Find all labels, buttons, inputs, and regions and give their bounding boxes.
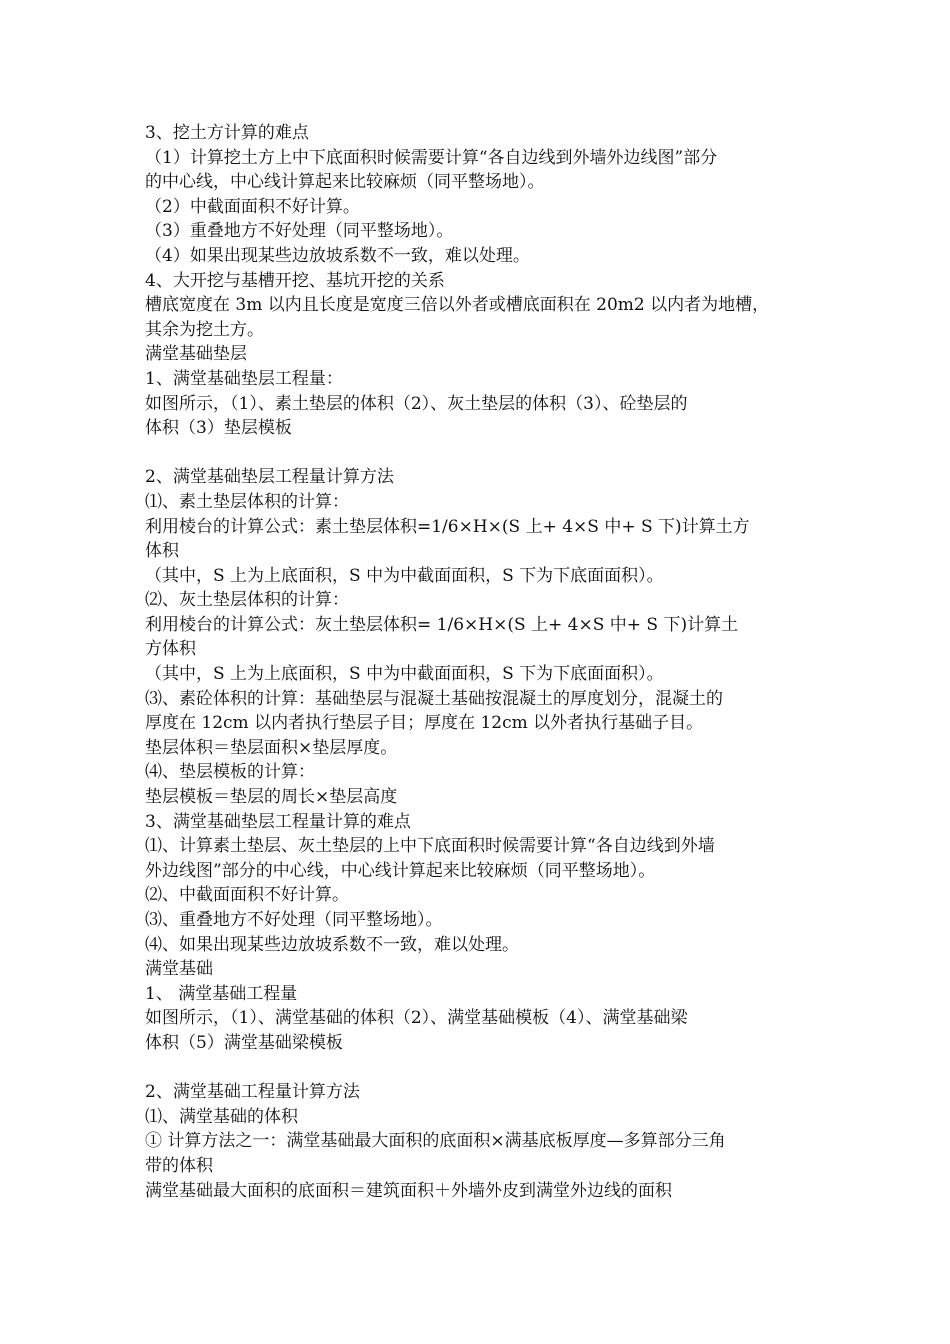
text-line: （其中，S 上为上底面积，S 中为中截面面积，S 下为下底面面积）。 [145, 565, 664, 586]
text-line: 体积（3）垫层模板 [145, 418, 292, 439]
blank-line [145, 1056, 825, 1081]
text-line: ⑷、垫层模板的计算： [145, 762, 315, 783]
text-line: 外边线图”部分的中心线，中心线计算起来比较麻烦（同平整场地）。 [145, 860, 656, 881]
text-line: ⑶、重叠地方不好处理（同平整场地）。 [145, 910, 443, 930]
text-line: 3、挖土方计算的难点 [145, 123, 309, 143]
text-line: 2、满堂基础工程量计算方法 [145, 1082, 360, 1103]
text-line: ⑵、灰土垫层体积的计算： [145, 590, 349, 611]
text-line: 体积 [145, 541, 179, 562]
text-line: 其余为挖土方。 [145, 319, 264, 340]
text-line: 满堂基础垫层 [145, 344, 247, 365]
text-line: ⑴、计算素土垫层、灰土垫层的上中下底面积时候需要计算“各自边线到外墙 [145, 836, 715, 857]
text-line: 利用棱台的计算公式：灰土垫层体积= 1/6×H×(S 上+ 4×S 中+ S 下)计算土 [145, 614, 739, 635]
text-line: （3）重叠地方不好处理（同平整场地）。 [145, 221, 454, 242]
text-line: ① 计算方法之一：满堂基础最大面积的底面积×满基底板厚度—多算部分三角 [145, 1131, 726, 1152]
text-line: 2、满堂基础垫层工程量计算方法 [145, 467, 394, 488]
text-line: 的中心线，中心线计算起来比较麻烦（同平整场地）。 [145, 172, 545, 193]
text-line: （4）如果出现某些边放坡系数不一致，难以处理。 [145, 245, 530, 266]
text-line: 如图所示，（1）、满堂基础的体积（2）、满堂基础模板（4）、满堂基础梁 [145, 1008, 688, 1029]
text-line: 厚度在 12cm 以内者执行垫层子目；厚度在 12cm 以外者执行基础子目。 [145, 713, 704, 734]
text-line: （1）计算挖土方上中下底面积时候需要计算“各自边线到外墙外边线图”部分 [145, 147, 718, 168]
text-line: 垫层体积＝垫层面积×垫层厚度。 [145, 737, 398, 758]
text-line: 4、大开挖与基槽开挖、基坑开挖的关系 [145, 270, 445, 291]
text-line: ⑴、素土垫层体积的计算： [145, 491, 349, 512]
text-line: ⑴、满堂基础的体积 [145, 1106, 298, 1127]
text-line: 如图所示，（1）、素土垫层的体积（2）、灰土垫层的体积（3）、砼垫层的 [145, 393, 688, 414]
text-line: 满堂基础最大面积的底面积＝建筑面积＋外墙外皮到满堂外边线的面积 [145, 1180, 672, 1201]
text-line: ⑵、中截面面积不好计算。 [145, 885, 349, 906]
text-line: 1、 满堂基础工程量 [145, 983, 298, 1004]
text-line: 满堂基础 [145, 959, 213, 980]
text-line: ⑷、如果出现某些边放坡系数不一致，难以处理。 [145, 934, 519, 955]
text-line: 槽底宽度在 3m 以内且长度是宽度三倍以外者或槽底面积在 20m2 以内者为地槽， [145, 295, 770, 316]
document-page [145, 121, 825, 1203]
text-line: 方体积 [145, 639, 196, 660]
text-line: （其中，S 上为上底面积，S 中为中截面面积，S 下为下底面面积）。 [145, 664, 664, 685]
text-line: 带的体积 [145, 1155, 213, 1176]
text-line: 3、满堂基础垫层工程量计算的难点 [145, 811, 411, 832]
text-line: 1、满堂基础垫层工程量： [145, 368, 343, 389]
text-line: （2）中截面面积不好计算。 [145, 196, 360, 217]
text-line: 利用棱台的计算公式：素土垫层体积=1/6×H×(S 上+ 4×S 中+ S 下)计算土方 [145, 516, 750, 537]
text-line: ⑶、素砼体积的计算：基础垫层与混凝土基础按混凝土的厚度划分，混凝土的 [145, 688, 723, 709]
blank-line [145, 441, 825, 466]
text-line: 体积（5）满堂基础梁模板 [145, 1032, 343, 1053]
text-line: 垫层模板＝垫层的周长×垫层高度 [145, 787, 398, 808]
